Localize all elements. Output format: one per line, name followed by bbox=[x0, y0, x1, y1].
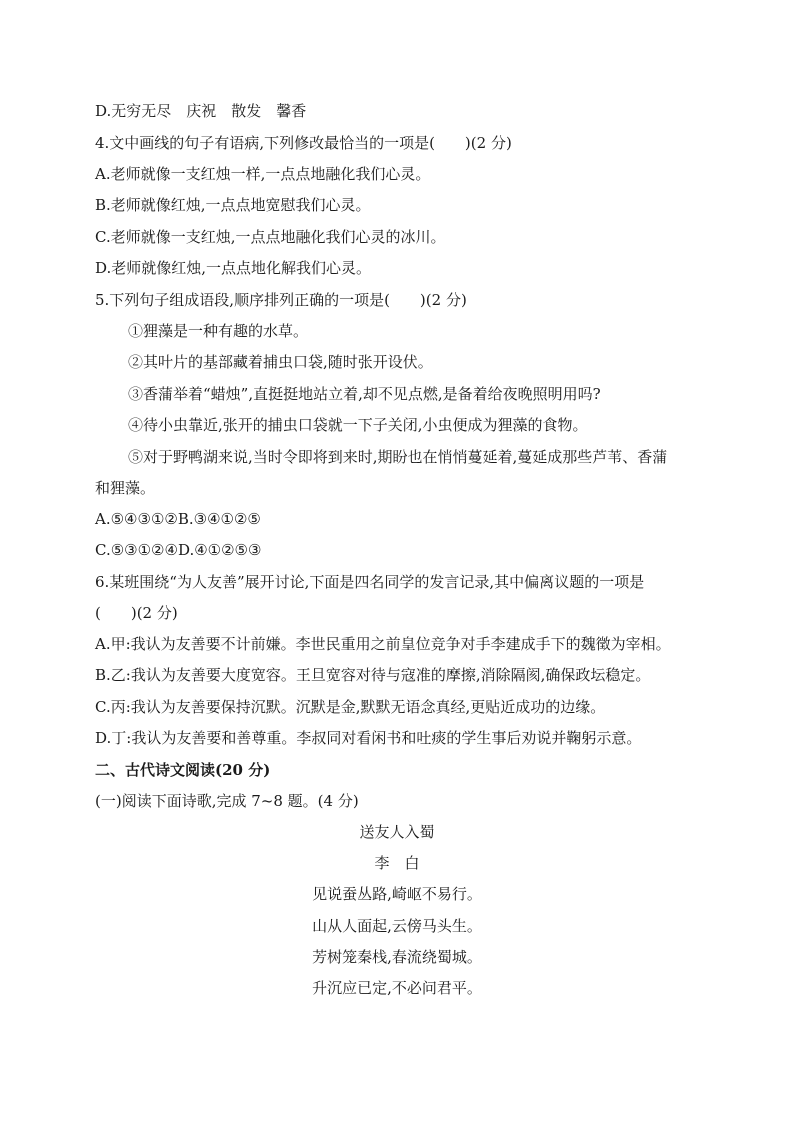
poem-line-3: 芳树笼秦栈,春流绕蜀城。 bbox=[312, 948, 482, 966]
q5-sentence-4: ④待小虫靠近,张开的捕虫口袋就一下子关闭,小虫便成为狸藻的食物。 bbox=[128, 416, 588, 434]
section-heading: 二、古代诗文阅读(20 分) bbox=[95, 761, 271, 779]
q3-option-d: D.无穷无尽 庆祝 散发 馨香 bbox=[95, 102, 307, 120]
q5-stem: 5.下列句子组成语段,顺序排列正确的一项是( )(2 分) bbox=[95, 291, 467, 309]
q6-option-d: D.丁:我认为友善要和善尊重。李叔同对看闲书和吐痰的学生事后劝说并鞠躬示意。 bbox=[95, 729, 642, 747]
section-subheading: (一)阅读下面诗歌,完成 7~8 题。(4 分) bbox=[95, 792, 359, 810]
q5-sentence-5-cont: 和狸藻。 bbox=[95, 479, 156, 497]
q5-sentence-1: ①狸藻是一种有趣的水草。 bbox=[128, 322, 309, 340]
q4-stem: 4.文中画线的句子有语病,下列修改最恰当的一项是( )(2 分) bbox=[95, 134, 512, 152]
poem-line-2: 山从人面起,云傍马头生。 bbox=[312, 917, 482, 935]
poem-title: 送友人入蜀 bbox=[359, 823, 435, 841]
q4-option-d: D.老师就像红烛,一点点地化解我们心灵。 bbox=[95, 259, 372, 277]
q6-option-a: A.甲:我认为友善要不计前嫌。李世民重用之前皇位竞争对手李建成手下的魏徵为宰相。 bbox=[95, 635, 671, 653]
poem-line-1: 见说蚕丛路,崎岖不易行。 bbox=[312, 885, 482, 903]
q6-option-c: C.丙:我认为友善要保持沉默。沉默是金,默默无语念真经,更贴近成功的边缘。 bbox=[95, 698, 606, 716]
q6-stem: 6.某班围绕“为人友善”展开讨论,下面是四名同学的发言记录,其中偏离议题的一项是 bbox=[95, 573, 645, 591]
q4-option-a: A.老师就像一支红烛一样,一点点地融化我们心灵。 bbox=[95, 165, 431, 183]
q5-sentence-2: ②其叶片的基部藏着捕虫口袋,随时张开设伏。 bbox=[128, 353, 433, 371]
q5-sentence-5: ⑤对于野鸭湖来说,当时令即将到来时,期盼也在悄悄蔓延着,蔓延成那些芦苇、香蒲 bbox=[128, 448, 668, 466]
poem-line-4: 升沉应已定,不必问君平。 bbox=[312, 979, 482, 997]
q5-sentence-3: ③香蒲举着“蜡烛”,直挺挺地站立着,却不见点燃,是备着给夜晚照明用吗? bbox=[128, 385, 601, 403]
q6-stem-cont: ( )(2 分) bbox=[95, 604, 178, 622]
q4-option-c: C.老师就像一支红烛,一点点地融化我们心灵的冰川。 bbox=[95, 228, 446, 246]
q5-options-cd: C.⑤③①②④D.④①②⑤③ bbox=[95, 541, 262, 559]
poem-author: 李 白 bbox=[374, 854, 420, 872]
q6-option-b: B.乙:我认为友善要大度宽容。王旦宽容对待与寇准的摩擦,消除隔阂,确保政坛稳定。 bbox=[95, 666, 651, 684]
q4-option-b: B.老师就像红烛,一点点地宽慰我们心灵。 bbox=[95, 196, 371, 214]
q5-options-ab: A.⑤④③①②B.③④①②⑤ bbox=[95, 510, 261, 528]
